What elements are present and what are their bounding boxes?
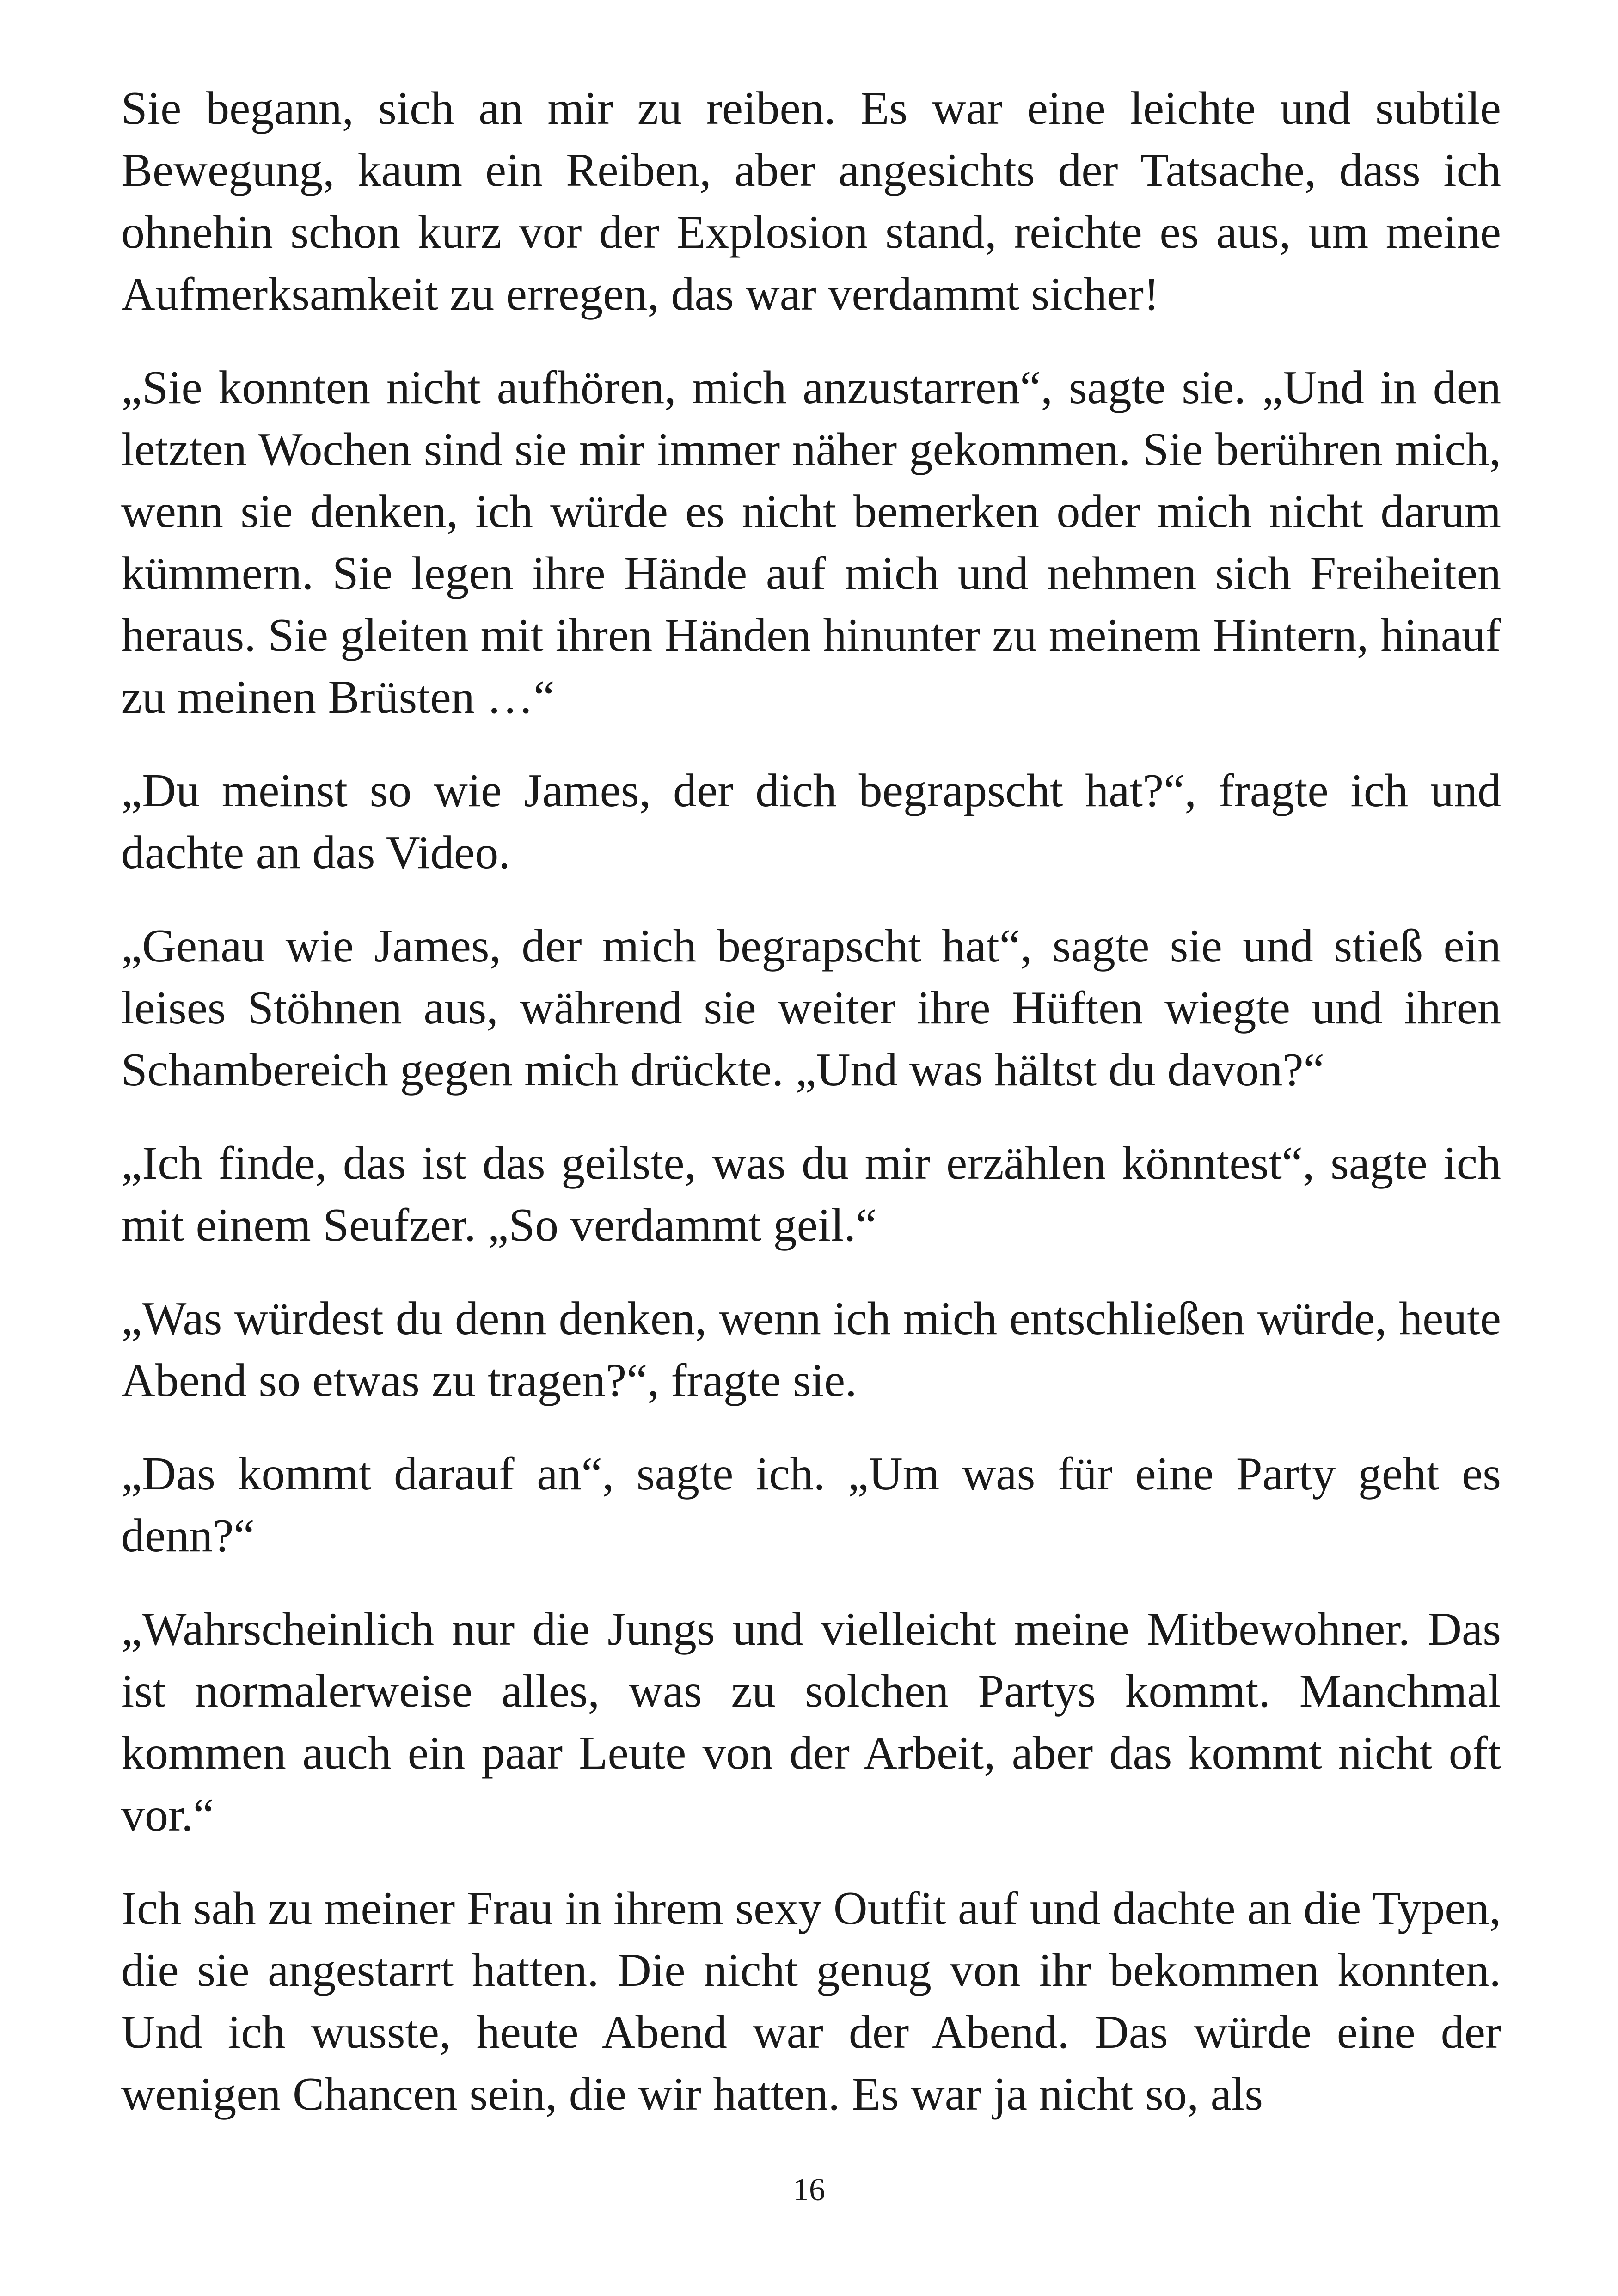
page-body xyxy=(121,78,1501,2157)
paragraph: „Sie konnten nicht aufhören, mich anzustarren“, sagte sie. „Und in den letzten Wochen sind sie mir immer näher gekommen. Sie berühren mich, wenn sie denken, ich würde es nicht bemerken oder mich nicht darum kümmern. Sie legen ihre Hände auf mich und nehmen sich Freiheiten heraus. Sie gleiten mit ihren Händen hinunter zu meinem Hintern, hinauf zu meinen Brüsten …“ xyxy=(121,361,1501,723)
paragraph: „Das kommt darauf an“, sagte ich. „Um was für eine Party geht es denn?“ xyxy=(121,1448,1501,1562)
paragraph: „Genau wie James, der mich begrapscht hat“, sagte sie und stieß ein leises Stöhnen aus, während sie weiter ihre Hüften wiegte und ihren Schambereich gegen mich drückte. „Und was hältst du davon?“ xyxy=(121,920,1501,1096)
paragraph: Sie begann, sich an mir zu reiben. Es war eine leichte und subtile Bewegung, kaum ein Reiben, aber angesichts der Tatsache, dass ich ohnehin schon kurz vor der Explosion stand, reichte es aus, um meine Aufmerksamkeit zu erregen, das war verdammt sicher! xyxy=(121,82,1501,320)
page-number: 16 xyxy=(793,2172,825,2208)
paragraph: „Was würdest du denn denken, wenn ich mich entschließen würde, heute Abend so etwas zu tragen?“, fragte sie. xyxy=(121,1292,1501,1407)
paragraph: „Du meinst so wie James, der dich begrapscht hat?“, fragte ich und dachte an das Video. xyxy=(121,765,1501,879)
paragraph: Ich sah zu meiner Frau in ihrem sexy Outfit auf und dachte an die Typen, die sie angestarrt hatten. Die nicht genug von ihr bekommen konnten. Und ich wusste, heute Abend war der Abend. Das würde eine der wenigen Chancen sein, die wir hatten. Es war ja nicht so, als xyxy=(121,1882,1501,2120)
paragraph: „Wahrscheinlich nur die Jungs und vielleicht meine Mitbewohner. Das ist normalerweise alles, was zu solchen Partys kommt. Manchmal kommen auch ein paar Leute von der Arbeit, aber das kommt nicht oft vor.“ xyxy=(121,1603,1501,1841)
paragraph: „Ich finde, das ist das geilste, was du mir erzählen könntest“, sagte ich mit einem Seufzer. „So verdammt geil.“ xyxy=(121,1137,1501,1251)
